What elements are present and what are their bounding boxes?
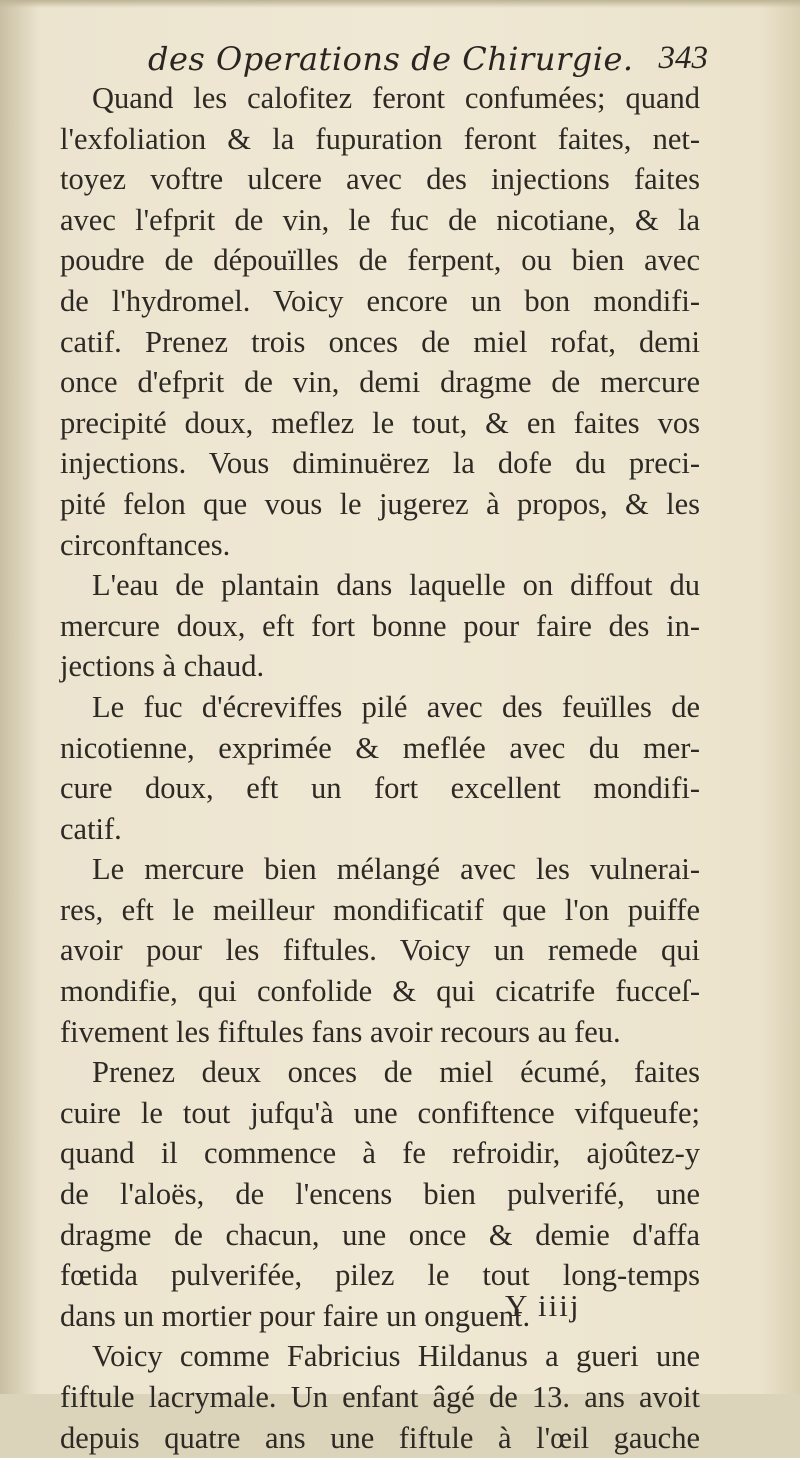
text-line: dragme de chacun, une once & demie d'affa [60, 1217, 700, 1252]
text-line: cuire le tout jufqu'à une confiftence vifqueufe; [60, 1095, 700, 1130]
text-line: Le fuc d'écreviffes pilé avec des feuïlles de [92, 689, 700, 724]
text-line: mercure doux, eft fort bonne pour faire des in- [60, 608, 700, 643]
text-line: dans un mortier pour faire un onguent. [60, 1298, 531, 1333]
text-line: jections à chaud. [60, 649, 265, 684]
text-line: mondifie, qui confolide & qui cicatrife fucceſ- [60, 974, 700, 1009]
text-line: L'eau de plantain dans laquelle on diffout du [92, 568, 700, 603]
text-line: Quand les calofitez feront confumées; quand [92, 81, 700, 115]
text-line: poudre de dépouïlles de ferpent, ou bien avec [60, 243, 700, 278]
text-line: fœtida pulverifée, pilez le tout long-temps [60, 1258, 700, 1293]
text-line: fiftule lacrymale. Un enfant âgé de 13. ans avoit [60, 1380, 700, 1414]
text-line: de l'aloës, de l'encens bien pulverifé, une [60, 1177, 700, 1212]
text-line: Prenez deux onces de miel écumé, faites [92, 1055, 700, 1090]
body-text [60, 78, 700, 1458]
text-line: res, eft le meilleur mondificatif que l'on puiffe [60, 892, 700, 927]
text-line: cure doux, eft un fort excellent mondifi- [60, 771, 700, 806]
text-line: l'exfoliation & la fupuration feront faites, net- [60, 121, 700, 156]
text-line: nicotienne, exprimée & meflée avec du mer- [60, 730, 700, 765]
text-line: catif. [60, 811, 122, 846]
text-line: toyez voftre ulcere avec des injections faites [60, 162, 700, 197]
text-line: Le mercure bien mélangé avec les vulnerai- [92, 852, 700, 887]
text-line: avoir pour les fiftules. Voicy un remede qui [60, 933, 700, 968]
text-line: fivement les fiftules fans avoir recours au feu. [60, 1014, 621, 1049]
text-line: catif. Prenez trois onces de miel rofat, demi [60, 324, 700, 359]
text-line: circonftances. [60, 527, 231, 562]
text-line: once d'efprit de vin, demi dragme de mercure [60, 365, 700, 400]
text-line: de l'hydromel. Voicy encore un bon mondifi- [60, 283, 700, 318]
text-line: Voicy comme Fabricius Hildanus a gueri une [92, 1339, 700, 1374]
text-line: avec l'efprit de vin, le fuc de nicotiane, & la [60, 202, 700, 237]
text-line: precipité doux, meflez le tout, & en faites vos [60, 405, 700, 440]
text-line: injections. Vous diminuërez la dofe du preci- [60, 446, 700, 481]
signature-catchword: Y iiij [505, 1288, 581, 1323]
page-top-shadow [0, 0, 800, 8]
page-number: 343 [658, 40, 708, 76]
text-line: pité felon que vous le jugerez à propos, & les [60, 486, 700, 521]
text-line: quand il commence à fe refroidir, ajoûtez-y [60, 1136, 700, 1171]
text-line: depuis quatre ans une fiftule à l'œil gauche [60, 1420, 700, 1455]
running-title: des Operations de Chirurgie. [148, 40, 634, 78]
